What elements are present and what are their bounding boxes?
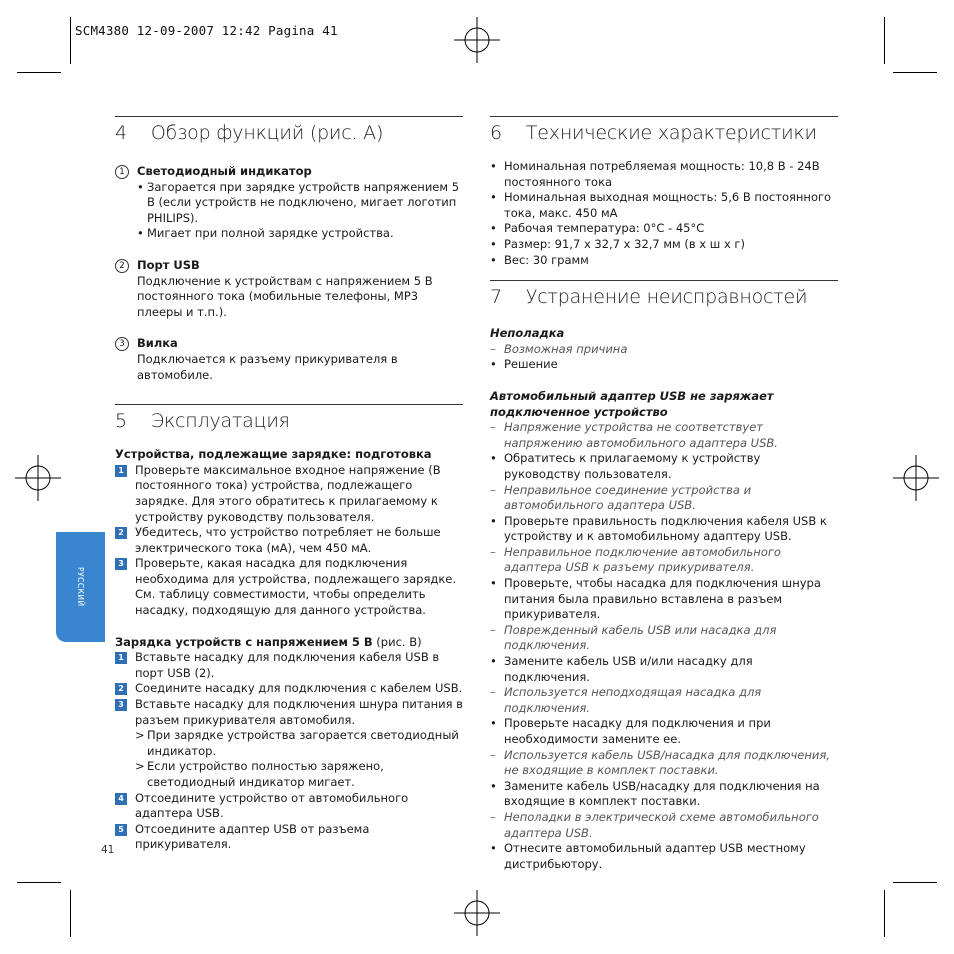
solution-item	[490, 514, 838, 545]
section-6-number: 6	[490, 122, 502, 144]
charge-note	[115, 759, 463, 790]
legend-solution-text: Решение	[504, 357, 558, 372]
feature-bullet-text: Загорается при зарядке устройств напряжением 5 В (если устройств не подключено, мигает логотип PHILIPS).	[147, 179, 460, 225]
crop-mark-tr-h	[893, 72, 937, 73]
feature-title: Светодиодный индикатор	[137, 164, 312, 178]
solution-text: Проверьте, чтобы насадка для подключения шнура питания была правильно вставлена в разъем прикуривателя.	[504, 576, 821, 622]
registration-mark-bottom	[454, 890, 500, 936]
feature-title: Порт USB	[137, 257, 200, 272]
section-5-title: Эксплуатация	[150, 410, 290, 433]
step-text: Отсоедините устройство от автомобильного адаптера USB.	[135, 790, 409, 821]
crop-mark-br-h	[893, 882, 937, 883]
cause-item	[490, 685, 838, 716]
crop-mark-tl-v	[70, 17, 71, 64]
feature-title: Вилка	[137, 336, 178, 351]
dash-mark: –	[490, 809, 496, 824]
section-5-heading	[115, 405, 463, 432]
dash-mark: –	[490, 420, 496, 435]
section-7-heading	[490, 281, 838, 308]
feature-text: Подключение к устройствам с напряжением 5 В постоянного тока (мобильные телефоны, MP3 плееры и т.п.).	[137, 273, 433, 319]
bullet-mark: •	[490, 576, 497, 591]
step-text: Вставьте насадку для подключения кабеля USB в порт USB (2).	[135, 650, 440, 680]
crop-mark-tl-h	[17, 72, 61, 73]
registration-mark-left	[15, 455, 61, 501]
step-text: Убедитесь, что устройство потребляет не больше электрического тока (мА), чем 450 мА.	[135, 525, 441, 555]
step-number: 4	[115, 793, 127, 805]
feature-bullet	[137, 226, 463, 242]
charge-step	[115, 791, 463, 822]
charge-heading	[115, 635, 463, 651]
cause-text: Используется неподходящая насадка для подключения.	[504, 685, 762, 715]
solution-item	[490, 779, 838, 810]
circle-number: 3	[115, 337, 129, 351]
charge-step	[115, 697, 463, 728]
bullet-mark: •	[490, 236, 497, 251]
arrow-mark: >	[135, 728, 145, 743]
section-5-number: 5	[115, 410, 127, 433]
feature-bullet-text: Мигает при полной зарядке устройства.	[147, 226, 394, 241]
page-number: 41	[101, 844, 115, 856]
solution-text: Замените кабель USB/насадку для подключения на входящие в комплект поставки.	[504, 778, 820, 809]
bullet-mark: •	[490, 190, 497, 205]
solution-item	[490, 716, 838, 747]
prep-step	[115, 525, 463, 556]
step-number: 5	[115, 824, 127, 836]
solution-text: Проверьте насадку для подключения и при необходимости замените ее.	[504, 716, 771, 746]
bullet-mark: •	[490, 654, 497, 669]
legend-cause-text: Возможная причина	[504, 341, 628, 356]
solution-text: Замените кабель USB и/или насадку для подключения.	[504, 654, 753, 684]
crop-mark-bl-h	[17, 882, 61, 883]
charge-note-text: Если устройство полностью заряжено, светодиодный индикатор мигает.	[147, 759, 384, 789]
legend-cause	[490, 342, 838, 358]
print-stamp: SCM4380 12-09-2007 12:42 Pagina 41	[75, 23, 338, 38]
charge-step	[115, 650, 463, 681]
dash-mark: –	[490, 341, 496, 356]
step-text: Вставьте насадку для подключения шнура питания в разъем прикуривателя автомобиля.	[135, 697, 463, 727]
step-text: Отсоедините адаптер USB от разъема прикуривателя.	[135, 821, 370, 852]
bullet-mark: •	[490, 451, 497, 466]
solution-text: Обратитесь к прилагаемому к устройству руководству пользователя.	[504, 451, 761, 481]
language-tab-label: РУССКИЙ	[76, 567, 85, 607]
bullet-mark: •	[490, 357, 497, 372]
bullet-mark: •	[490, 221, 497, 236]
charge-step	[115, 681, 463, 697]
language-tab	[56, 532, 105, 642]
section-6-title: Технические характеристики	[525, 122, 817, 144]
prep-heading: Устройства, подлежащие зарядке: подготовка	[115, 447, 432, 462]
spec-list	[490, 159, 838, 268]
arrow-mark: >	[135, 759, 145, 774]
spec-item	[490, 221, 838, 237]
dash-mark: –	[490, 685, 496, 700]
cause-item	[490, 545, 838, 576]
bullet-mark: •	[490, 159, 497, 173]
cause-text: Неправильное подключение автомобильного адаптера USB к разъему прикуривателя.	[504, 544, 781, 575]
cause-text: Неправильное соединение устройства и автомобильного адаптера USB.	[504, 482, 752, 513]
bullet-mark: •	[490, 513, 497, 528]
section-4-title: Обзор функций (рис. A)	[150, 122, 384, 144]
solution-item	[490, 451, 838, 482]
section-4-number: 4	[115, 122, 127, 144]
cause-item	[490, 810, 838, 841]
step-text: Соедините насадку для подключения с кабелем USB.	[135, 681, 463, 696]
troubleshoot-list	[490, 420, 838, 872]
feature-item	[115, 336, 463, 383]
crop-mark-bl-v	[70, 890, 71, 937]
feature-bullet	[137, 180, 463, 227]
dash-mark: –	[490, 622, 496, 637]
registration-mark-right	[893, 455, 939, 501]
spec-text: Номинальная потребляемая мощность: 10,8 В - 24В постоянного тока	[504, 159, 820, 189]
solution-text: Проверьте правильность подключения кабеля USB к устройству и к автомобильному адаптеру USB.	[504, 513, 827, 544]
cause-text: Поврежденный кабель USB или насадка для подключения.	[504, 622, 777, 653]
spec-item	[490, 253, 838, 269]
bullet-mark: •	[490, 778, 497, 793]
step-number: 2	[115, 683, 127, 695]
prep-step	[115, 556, 463, 618]
crop-mark-tr-v	[884, 17, 885, 64]
legend-problem: Неполадка	[490, 326, 565, 341]
dash-mark: –	[490, 747, 496, 762]
cause-item	[490, 623, 838, 654]
right-column	[490, 116, 838, 872]
bullet-mark: •	[137, 179, 144, 194]
charge-heading-suffix: (рис. B)	[372, 634, 422, 649]
step-number: 3	[115, 699, 127, 711]
prep-step	[115, 463, 463, 525]
spec-item	[490, 159, 838, 190]
charge-heading-title: Зарядка устройств с напряжением 5 В	[115, 634, 373, 649]
circle-number: 2	[115, 259, 129, 273]
feature-item	[115, 164, 463, 242]
cause-item	[490, 420, 838, 451]
solution-text: Отнесите автомобильный адаптер USB местному дистрибьютору.	[504, 841, 806, 871]
dash-mark: –	[490, 482, 496, 497]
spec-text: Рабочая температура: 0°C - 45°C	[504, 221, 705, 236]
step-text: Проверьте максимальное входное напряжение (В постоянного тока) устройства, подлежащего зарядке. Для этого обратитесь к прилагаемому к устройству руководству пользователя.	[135, 462, 441, 524]
feature-text: Подключается к разъему прикуривателя в автомобиле.	[137, 351, 398, 382]
charge-note-text: При зарядке устройства загорается светодиодный индикатор.	[147, 728, 459, 758]
solution-item	[490, 654, 838, 685]
step-number: 1	[115, 465, 127, 477]
step-number: 1	[115, 652, 127, 664]
bullet-mark: •	[490, 716, 497, 731]
spec-item	[490, 190, 838, 221]
section-4-heading	[115, 117, 463, 144]
problem-title: Автомобильный адаптер USB не заряжает подключенное устройство	[490, 388, 774, 419]
charge-step	[115, 822, 463, 853]
cause-text: Используется кабель USB/насадка для подключения, не входящие в комплект поставки.	[504, 747, 830, 778]
charge-note	[115, 728, 463, 759]
solution-item	[490, 841, 838, 872]
legend-solution	[490, 357, 838, 373]
section-7-number: 7	[490, 286, 502, 309]
spec-text: Номинальная выходная мощность: 5,6 В постоянного тока, макс. 450 мА	[504, 190, 832, 220]
step-number: 3	[115, 558, 127, 570]
bullet-mark: •	[490, 841, 497, 856]
spec-item	[490, 237, 838, 253]
cause-item	[490, 483, 838, 514]
dash-mark: –	[490, 544, 496, 559]
step-number: 2	[115, 527, 127, 539]
left-column	[115, 116, 463, 853]
crop-mark-br-v	[884, 890, 885, 937]
bullet-mark: •	[490, 252, 497, 267]
step-text: Проверьте, какая насадка для подключения необходима для устройства, подлежащего зарядке. См. таблицу совместимости, чтобы определить насадку, подходящую для данного устройства.	[135, 556, 457, 618]
cause-item	[490, 748, 838, 779]
registration-mark-top	[454, 17, 500, 63]
cause-text: Напряжение устройства не соответствует напряжению автомобильного адаптера USB.	[504, 420, 778, 450]
feature-item	[115, 258, 463, 320]
section-6-heading	[490, 117, 838, 144]
bullet-mark: •	[137, 226, 144, 241]
circle-number: 1	[115, 165, 129, 179]
section-7-title: Устранение неисправностей	[525, 286, 808, 309]
spec-text: Размер: 91,7 x 32,7 x 32,7 мм (в x ш x г)	[504, 236, 745, 251]
solution-item	[490, 576, 838, 623]
spec-text: Вес: 30 грамм	[504, 252, 589, 267]
cause-text: Неполадки в электрической схеме автомобильного адаптера USB.	[504, 809, 819, 840]
